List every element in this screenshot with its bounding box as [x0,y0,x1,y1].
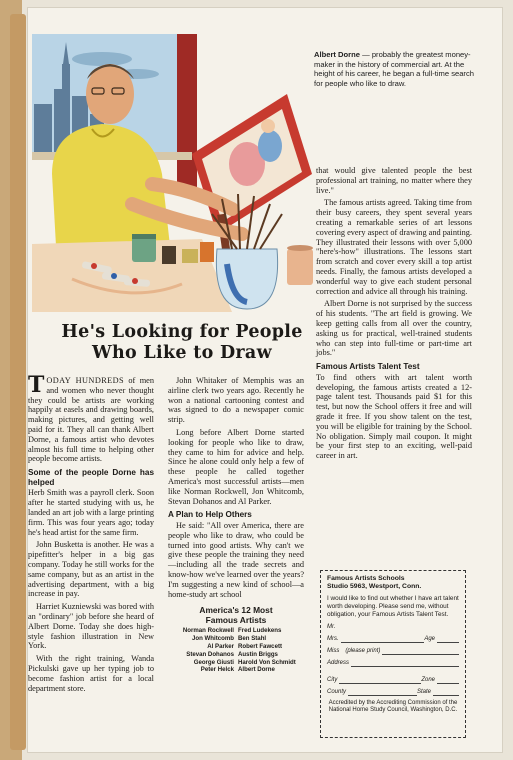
paragraph: John Busketta is another. He was a pipefitter's helper in a big gas company. Today he still works for the same company, but as an artist in the advertising department, with a big increase in pay. [28,540,154,599]
paragraph: With the right training, Wanda Pickulski gave up her typing job to become fashion artist for a local department store. [28,654,154,693]
coupon-field-miss[interactable] [327,646,459,655]
field-label: Zone [421,676,435,683]
field-rule [339,677,421,684]
paragraph [28,372,154,464]
paragraph: that would give talented people the best professional art training, no matter where they live." [316,166,472,195]
painting-figure [258,130,282,162]
field-rule [433,689,459,696]
caption-name: Albert Dorne [314,50,360,59]
artists-title-line: Famous Artists [205,615,267,626]
field-label: State [416,688,431,695]
field-rule [382,648,459,655]
coupon-accreditation: Accredited by the Accrediting Commission of the National Home Study Council, Washington, D.C. [328,699,458,714]
field-rule [341,636,425,643]
artist-illustration [32,34,338,312]
coupon-studio-address: Studio 5963, Westport, Conn. [327,583,422,591]
field-rule [348,689,417,696]
article-column-1 [28,372,154,696]
subheading: Some of the people Dorne has helped [28,468,154,487]
drop-cap: T [28,372,45,398]
artist-name: Ben Stahl [238,635,267,643]
artists-list-title [168,605,304,625]
artists-title-line: America's 12 Most [199,605,273,616]
paragraph: John Whitaker of Memphis was an airline clerk two years ago. Recently he won a national cartooning contest and was signed to do a newspaper comic strip. [168,376,304,425]
article-column-3 [316,166,472,464]
field-label: Address [327,659,350,666]
illustration-caption [314,50,474,88]
field-rule [437,677,459,684]
field-rule [437,636,459,643]
paint-jar [287,249,313,285]
field-rule [351,660,459,667]
artists-list [168,627,304,674]
headline-line-1: He's Looking for People [61,322,303,342]
article-column-2 [168,376,304,674]
artist-name: Fred Ludekens [238,627,282,635]
paragraph: Long before Albert Dorne started looking for people who like to draw, they came to him for advice and help. Since he alone could only help a few of these people he called together America's most successful artists—men like Norman Rockwell, Jon Whitcomb, Stevan Dohanos and Al Parker. [168,427,304,506]
coupon-school-name: Famous Artists Schools [327,575,405,582]
paragraph: To find others with art talent worth developing, the famous artists created a 12-page talent test. Thousands paid $1 for this test, but now the School offers it free and will grade it free. If you show talent on the test, you will be eligible for training by the School. No obligation. Simply mail coupon. It might be your first step to an exciting, well-paid career in art. [316,372,472,461]
coupon-field-county[interactable] [327,687,459,696]
artist-name: Austin Briggs [238,650,278,658]
lead-caps: ODAY HUNDREDS [46,376,125,385]
curtain [177,34,197,194]
subheading: Famous Artists Talent Test [316,362,420,372]
mail-coupon[interactable] [320,570,466,738]
paragraph: Harriet Kuzniewski was bored with an "ordinary" job before she heard of Albert Dorne. Today she does high-style fashion illustration in New York. [28,602,154,651]
subheading: A Plan to Help Others [168,510,252,520]
headline-line-2: Who Like to Draw [92,343,272,363]
coupon-field-address[interactable] [327,658,459,667]
field-label: Mr. [327,623,336,630]
field-note: (please print) [345,647,381,654]
coupon-field-mrs[interactable] [327,634,459,643]
artist-name: Norman Rockwell [182,627,234,635]
page-spine [10,14,26,750]
field-label: Age [424,635,435,642]
coupon-body: I would like to find out whether I have art talent worth developing. Please send me, without obligation, your Famous Artists Talent Test. [327,594,459,618]
field-label: Mrs. [327,635,339,642]
field-label: County [327,688,347,695]
artist-name: Peter Helck [200,666,234,674]
artist-name: Harold Von Schmidt [238,658,296,666]
paragraph: The famous artists agreed. Taking time from their busy careers, they spent several years creating a remarkable series of art lessons covering every aspect of drawing and painting. They illustrated their lessons with over 5,000 "here's-how" illustrations. The lessons start from scratch and cover every skill a top artist needs. Finally, the famous artists developed a wonderful way to give each student personal correction and advice all through his training. [316,198,472,296]
paragraph: Herb Smith was a payroll clerk. Soon after he started studying with us, he landed an art job with a large printing firm. This was four years ago; today he's head artist for the same firm. [28,488,154,537]
coupon-field-city[interactable] [327,675,459,684]
artist-name: Jon Whitcomb [192,635,234,643]
cloud [72,52,132,66]
artist-name: Robert Fawcett [238,642,283,650]
coupon-field-mr[interactable] [327,622,459,631]
caption-text: — probably the greatest money-maker in the history of commercial art. At the height of his career, he began a full-time search for people who like to draw. [314,50,474,88]
field-label: City [327,676,338,683]
paragraph: Albert Dorne is not surprised by the success of his students. "The art field is growing. We keep getting calls from all over the country, asking us for practical, well-trained students who can step into full-time or part-time art jobs." [316,299,472,358]
artist-name: Al Parker [207,642,234,650]
paragraph-text: of men and women who never thought they could be artists are working happily at easels and drawing boards, making pictures, and getting well paid for it. They all can thank Albert Dorne, a famous artist who devotes almost his full time to helping other people become artists. [28,376,154,464]
headline [32,322,332,364]
paragraph: He said: "All over America, there are people who like to draw, who could be turned into good artists. Why can't we give these people the training they need—including all the trade secrets and know-how we've learned over the years? I'm suggesting a new kind of school—a home-study art school [168,520,304,599]
artist-name: Albert Dorne [238,666,275,674]
artist-name: Stevan Dohanos [186,650,234,658]
artist-name: George Giusti [193,658,234,666]
field-label: Miss [327,647,340,654]
